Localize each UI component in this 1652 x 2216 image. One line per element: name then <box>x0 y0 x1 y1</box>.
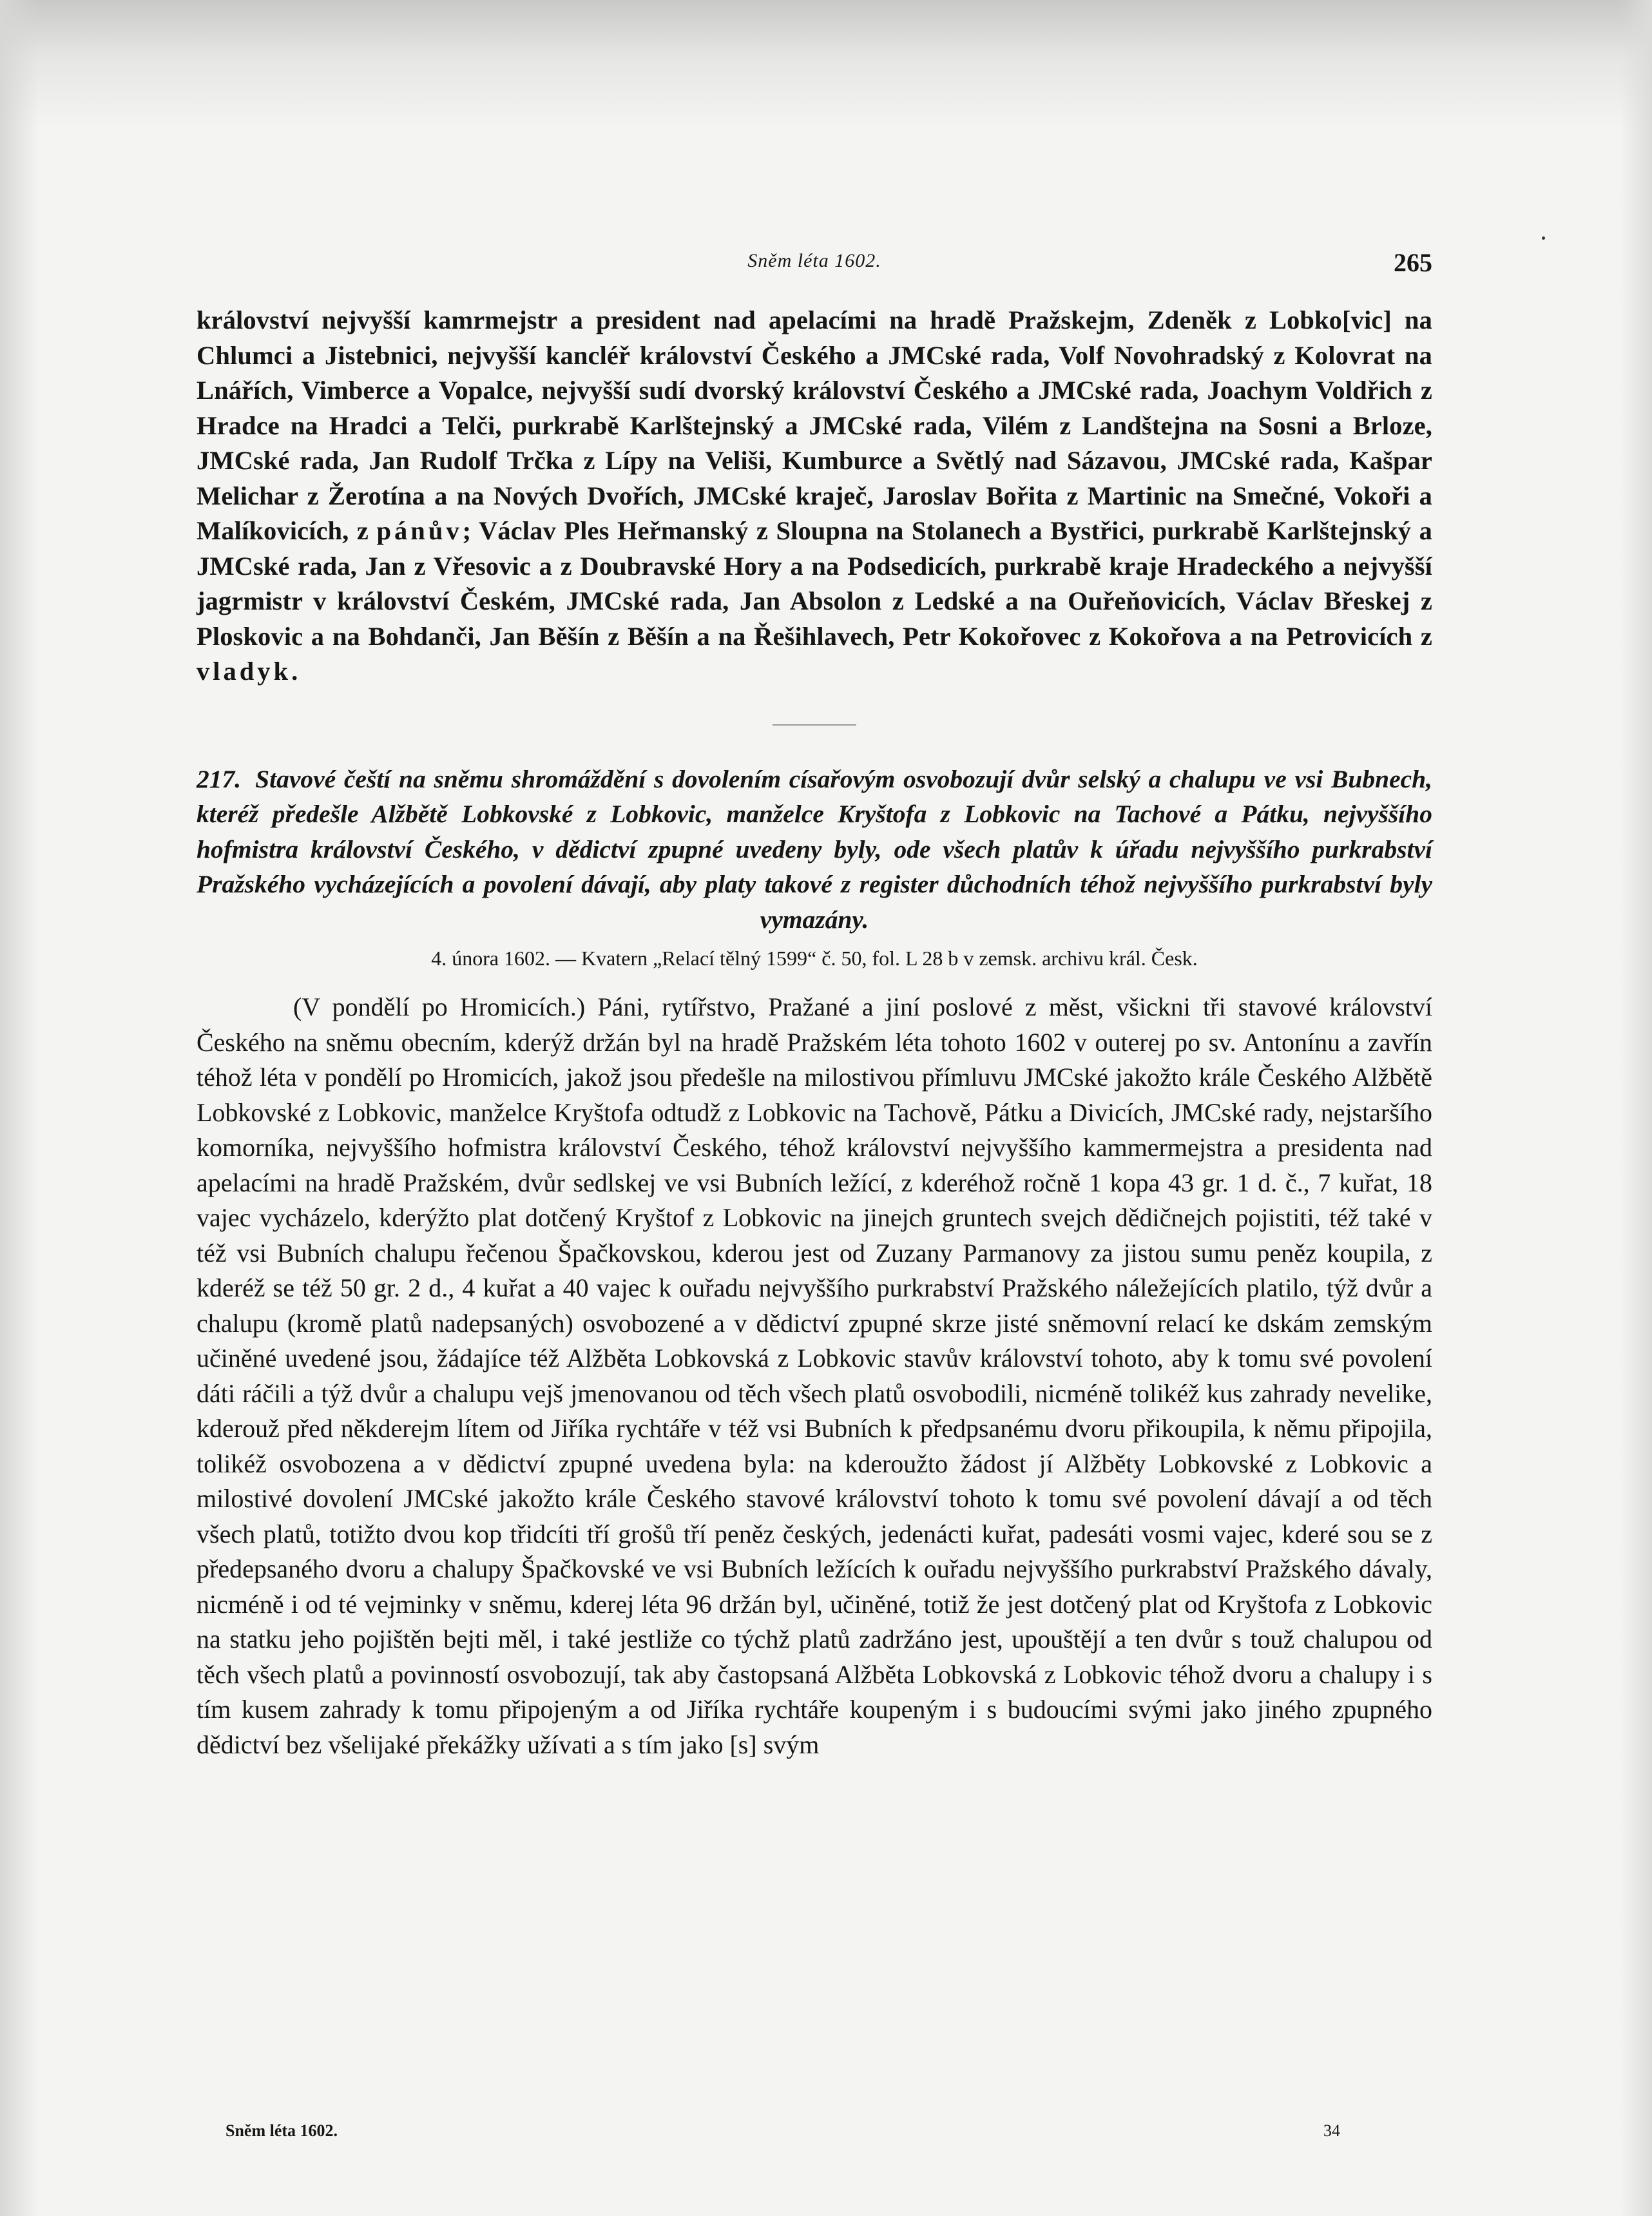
running-title: Sněm léta 1602. <box>747 250 881 271</box>
intro-text-main: království nejvyšší kamrmejstr a president nad apelacími na hradě Pražskejm, Zdeněk z Lobko[vic] na Chlumci a Jistebnici, nejvyšší kancléř království Českého a JMCské rada, Volf Novohradský z Kolovrat na Lnářích, Vimberce a Vopalce, nejvyšší sudí dvorský království Českého a JMCské rada, Joachym Voldřich z Hradce na Hradci a Telči, purkrabě Karlštejnský a JMCské rada, Vilém z Landštejna na Sosni a Brloze, JMCské rada, Jan Rudolf Trčka z Lípy na Veliši, Kumburce a Světlý nad Sázavou, JMCské rada, Kašpar Melichar z Žerotína a na Nových Dvořích, JMCské kraječ, Jaroslav Bořita z Martinic na Smečné, Vokoři a Malíkovicích, z <box>197 305 1432 545</box>
scan-shadow-top <box>0 0 1652 129</box>
entry-date-note: (V pondělí po Hromicích.) <box>293 992 586 1021</box>
intro-text-rest: ; Václav Ples Heřmanský z Sloupna na Stolanech a Bystřici, purkrabě Karlštejnský a JMCské rada, Jan z Vřesovic a z Doubravské Hory a na Podsedicích, purkrabě kraje Hradeckého a nejvyšší jagrmistr v království Českém, JMCské rada, Jan Absolon z Ledské a na Ouřeňovicích, Václav Břeskej z Ploskovic a na Bohdanči, Jan Běšín z Běšín a na Řešihlavech, Petr Kokořovec z Kokořova a na Petrovicích z <box>197 516 1433 651</box>
entry-heading <box>197 762 1432 938</box>
page-number: 265 <box>1394 248 1432 277</box>
scan-speck <box>1542 236 1545 240</box>
page-footer <box>226 2121 1340 2147</box>
intro-panuv: pánův <box>376 516 463 545</box>
intro-vladyk: vladyk <box>197 657 292 686</box>
entry-number: 217. <box>197 764 242 793</box>
section-divider <box>773 724 856 726</box>
footer-sheet-number: 34 <box>1323 2121 1340 2140</box>
page-content <box>197 238 1432 1762</box>
entry-heading-text: Stavové čeští na sněmu shromáždění s dovolením císařovým osvobozují dvůr selský a chalupu ve vsi Bubnech, kteréž předešle Alžbětě Lobkovské z Lobkovic, manželce Kryštofa z Lobkovic na Tachové a Pátku, nejvyššího hofmistra království Českého, v dědictví zpupné uvedeny byly, ode všech platův k úřadu nejvyššího purkrabství Pražského vycházejících a povolení dávají, aby platy takové z register důchodních téhož nejvyššího purkrabství byly vymazány. <box>197 764 1432 934</box>
entry-body <box>197 990 1432 1762</box>
scan-shadow-left <box>0 0 39 2216</box>
running-header <box>197 238 1432 290</box>
entry-source-note: 4. února 1602. — Kvatern „Relací tělný 1599“ č. 50, fol. L 28 b v zemsk. archivu král. Česk. <box>431 947 1198 970</box>
entry-body-text: Páni, rytířstvo, Pražané a jiní poslové z měst, všickni tři stavové království Českého na sněmu obecním, kderýž držán byl na hradě Pražském léta tohoto 1602 v outerej po sv. Antonínu a zavřín téhož léta v pondělí po Hromicích, jakož jsou předešle na milostivou přímluvu JMCské jakožto krále Českého Alžbětě Lobkovské z Lobkovic, manželce Kryštofa odtudž z Lobkovic na Tachově, Pátku a Divicích, JMCské rady, nejstaršího komorníka, nejvyššího hofmistra království Českého, téhož království nejvyššího kammermejstra a presidenta nad apelacími na hradě Pražském, dvůr sedlskej ve vsi Bubních ležící, z kderéhož ročně 1 kopa 43 gr. 1 d. č., 7 kuřat, 18 vajec vycházelo, kderýžto plat dotčený Kryštof z Lobkovic na jinejch gruntech svejch dědičnejch pojistiti, též také v též vsi Bubních chalupu řečenou Špačkovskou, kderou jest od Zuzany Parmanovy za jistou sumu peněz koupila, z kderéž se též 50 gr. 2 d., 4 kuřat a 40 vajec k ouřadu nejvyššího purkrabství Pražského náležejících platilo, týž dvůr a chalupu (kromě platů nadepsaných) osvobozené a v dědictví zpupné skrze jisté sněmovní relací ke dskám zemským učiněné uvedené jsou, žádajíce též Alžběta Lobkovská z Lobkovic stavův království tohoto, aby k tomu své povolení dáti ráčili a týž dvůr a chalupu vejš jmenovanou od těch všech platů osvobodili, nicméně tolikéž kus zahrady nevelike, kderouž před někderejm lítem od Jiříka rychtáře v též vsi Bubních k předpsanému dvoru přikoupila, k němu připojila, tolikéž osvobozena a v dědictví zpupné uvedena byla: na kderoužto žádost jí Alžběty Lobkovské z Lobkovic a milostivé dovolení JMCské jakožto krále Českého stavové království tohoto k tomu své povolení dávají a od těch všech platů, totižto dvou kop třidcíti tří grošů tří peněz českých, jedenácti kuřat, padesáti vosmi vajec, kderé sou se z předepsaného dvoru a chalupy Špačkovské ve vsi Bubních ležících k ouřadu nejvyššího purkrabství Pražského dávaly, nicméně i od té vejminky v sněmu, kderej léta 96 držán byl, učiněné, totiž že jest dotčený plat od Kryštofa z Lobkovic na statku jeho pojištěn bejti měl, i také jestliže co týchž platů zadržáno jest, upouštějí a ten dvůr s touž chalupou od těch všech platů a povinností osvobozují, tak aby častopsaná Alžběta Lobkovská z Lobkovic téhož dvoru a chalupy i s tím kusem zahrady k tomu připojeným a od Jiříka rychtáře koupeným i s budoucími svými jako jiného zpupného dědictví bez všelijaké překážky užívati a s tím jako [s] svým <box>197 992 1432 1759</box>
scan-shadow-right <box>1620 0 1652 2216</box>
entry-217 <box>197 762 1432 1763</box>
intro-end: . <box>291 657 298 686</box>
footer-signature: Sněm léta 1602. <box>226 2121 338 2140</box>
intro-paragraph <box>197 303 1432 689</box>
